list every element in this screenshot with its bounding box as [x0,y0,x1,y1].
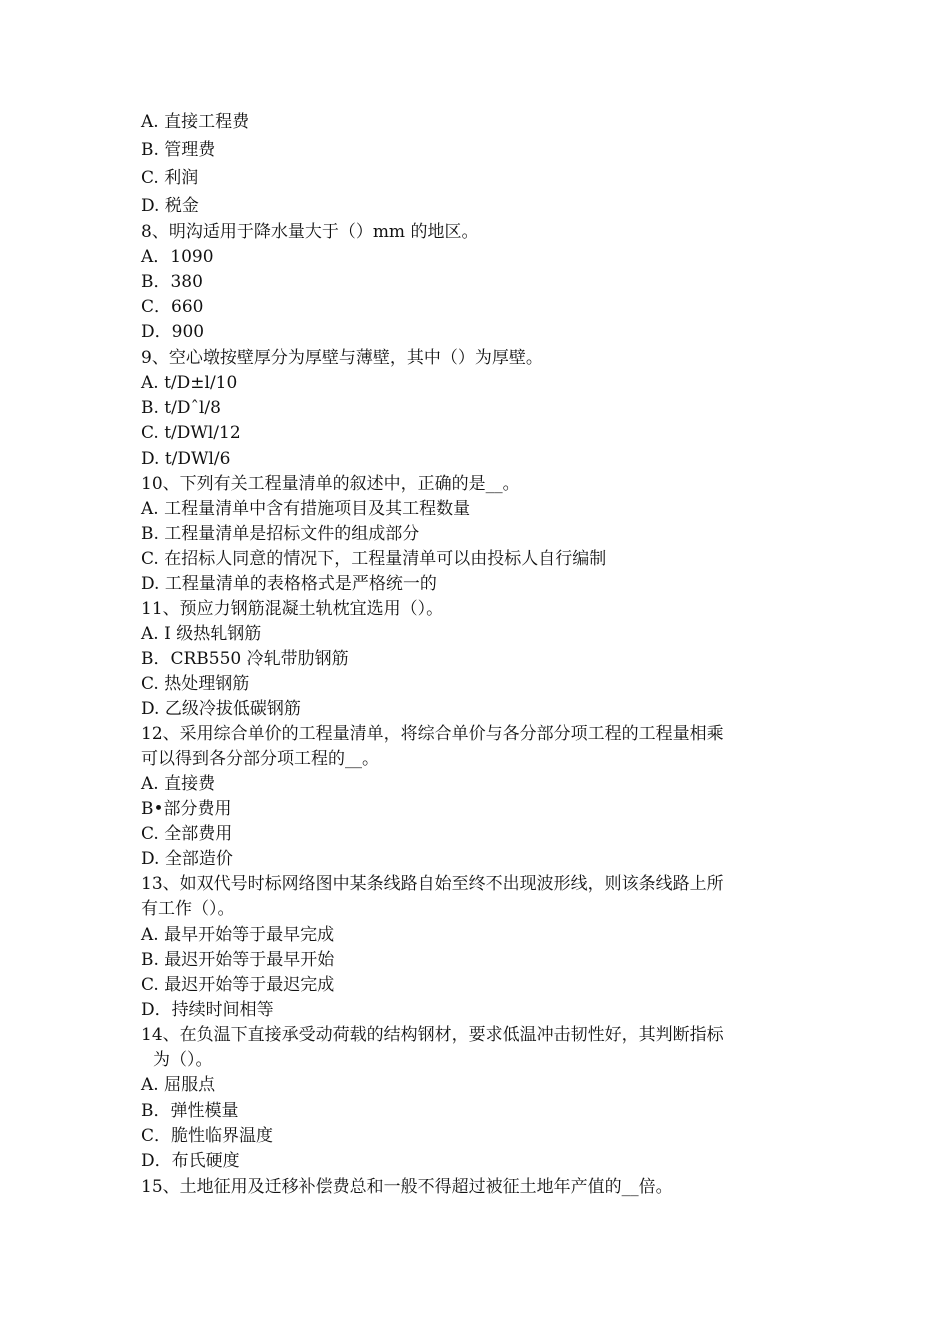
q12-option-b: B•部分费用 [141,799,232,819]
q10-option-d: D. 工程量清单的表格格式是严格统一的 [141,574,437,594]
option-c-line: C. 利润 [141,168,199,188]
q9-option-b: B. t/Dˆl/8 [141,398,221,418]
q13-option-d: D．持续时间相等 [141,1000,274,1020]
question-13: 13、如双代号时标网络图中某条线路自始至终不出现波形线，则该条线路上所 [141,874,724,894]
option-a-line: A. 直接工程费 [141,112,250,132]
q11-option-c: C. 热处理钢筋 [141,674,250,694]
q13-option-b: B. 最迟开始等于最早开始 [141,950,335,970]
option-d-line: D. 税金 [141,196,199,216]
q14-option-c: C．脆性临界温度 [141,1126,274,1146]
q14-option-b: B．弹性模量 [141,1101,239,1121]
question-10: 10、下列有关工程量清单的叙述中，正确的是__。 [141,474,520,494]
q13-option-a: A. 最早开始等于最早完成 [141,925,335,945]
question-8: 8、明沟适用于降水量大于（）mm 的地区。 [141,222,479,242]
question-9: 9、空心墩按壁厚分为厚壁与薄壁，其中（）为厚壁。 [141,348,543,368]
q9-option-c: C. t/DWl/12 [141,423,241,443]
question-13-continued: 有工作（）。 [141,899,235,919]
q10-option-b: B. 工程量清单是招标文件的组成部分 [141,524,420,544]
q8-option-d: D．900 [141,322,205,342]
q8-option-a: A．1090 [141,247,214,267]
q8-option-b: B．380 [141,272,203,292]
q9-option-d: D. t/DWl/6 [141,449,231,469]
question-11: 11、预应力钢筋混凝土轨枕宜选用（）。 [141,599,444,619]
q11-option-d: D. 乙级冷拔低碳钢筋 [141,699,301,719]
question-14: 14、在负温下直接承受动荷载的结构钢材，要求低温冲击韧性好，其判断指标 [141,1025,724,1045]
q9-option-a: A. t/D±l/10 [141,373,238,393]
q10-option-a: A. 工程量清单中含有措施项目及其工程数量 [141,499,471,519]
question-15: 15、土地征用及迁移补偿费总和一般不得超过被征土地年产值的__倍。 [141,1177,673,1197]
option-b-line: B. 管理费 [141,140,216,160]
q14-option-a: A. 屈服点 [141,1075,216,1095]
question-14-continued: 为（）。 [153,1050,213,1070]
q13-option-c: C. 最迟开始等于最迟完成 [141,975,335,995]
question-12-continued: 可以得到各分部分项工程的__。 [141,749,379,769]
q12-option-a: A. 直接费 [141,774,216,794]
q11-option-a: A. I 级热轧钢筋 [141,624,262,644]
question-12: 12、采用综合单价的工程量清单，将综合单价与各分部分项工程的工程量相乘 [141,724,724,744]
q14-option-d: D．布氏硬度 [141,1151,240,1171]
q12-option-d: D. 全部造价 [141,849,233,869]
q8-option-c: C．660 [141,297,204,317]
q12-option-c: C. 全部费用 [141,824,233,844]
q11-option-b: B．CRB550 冷轧带肋钢筋 [141,649,349,669]
q10-option-c: C. 在招标人同意的情况下，工程量清单可以由投标人自行编制 [141,549,607,569]
